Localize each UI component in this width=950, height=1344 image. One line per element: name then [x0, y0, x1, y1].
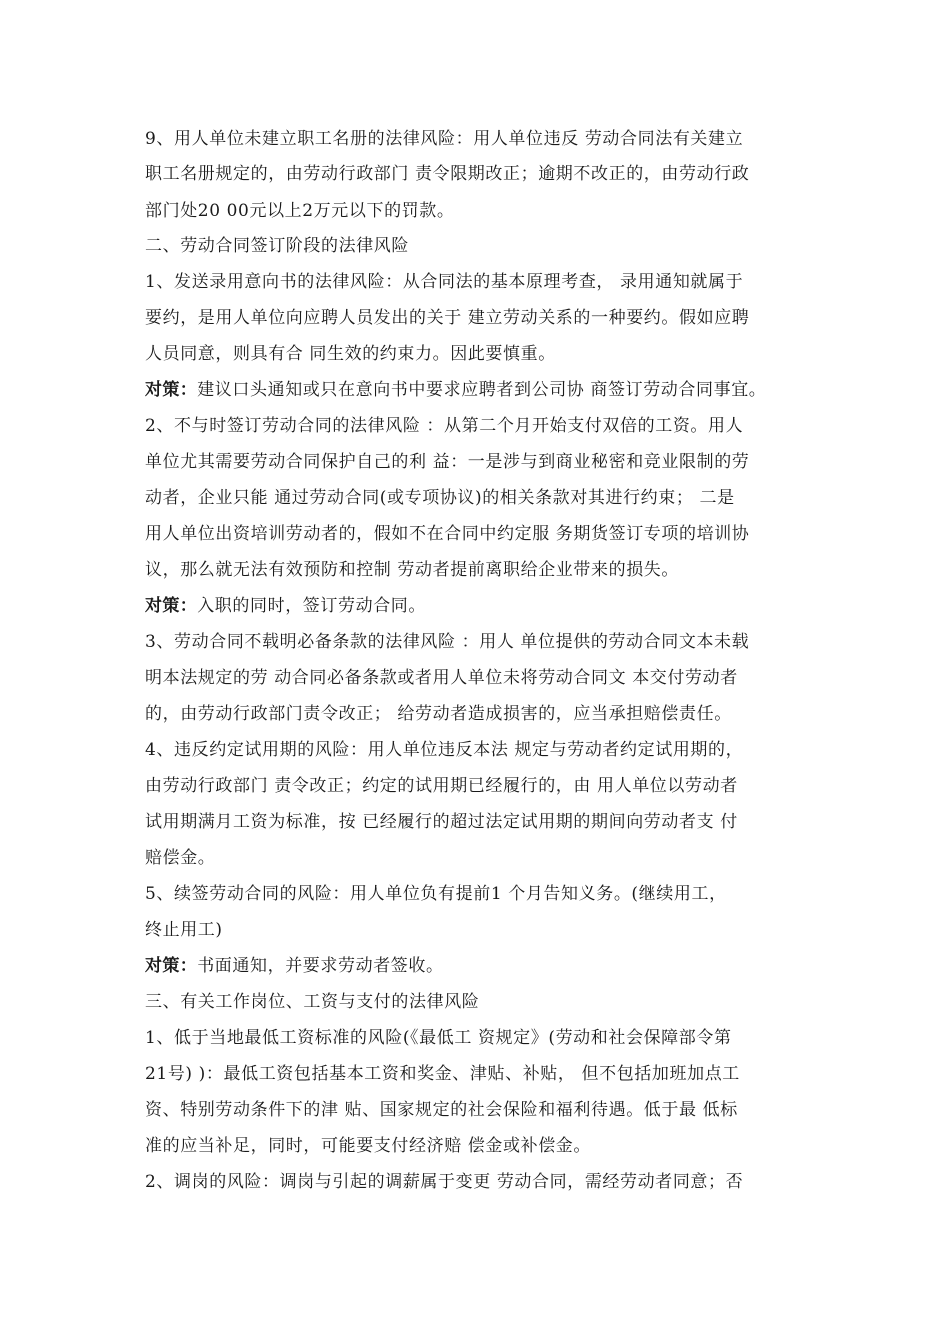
paragraph-line: [145, 915, 223, 945]
line-text: 试用期满月工资为标准，按 已经履行的超过法定试用期的期间向劳动者支 付: [145, 812, 738, 832]
paragraph-line: [145, 196, 454, 226]
line-text: 书面通知，并要求劳动者签收。: [197, 956, 444, 976]
paragraph-line: [145, 447, 749, 477]
paragraph-line: [145, 879, 727, 909]
countermeasure-label: 对策：: [145, 956, 198, 976]
line-text: 议，那么就无法有效预防和控制 劳动者提前离职给企业带来的损失。: [145, 560, 680, 580]
paragraph-line: [145, 843, 215, 873]
line-text: 1、发送录用意向书的法律风险：从合同法的基本原理考查， 录用通知就属于: [145, 272, 744, 292]
countermeasure-line: [145, 951, 444, 981]
line-text: 4、违反约定试用期的风险：用人单位违反本法 规定与劳动者约定试用期的，: [145, 740, 744, 760]
line-text: 的，由劳动行政部门责令改正； 给劳动者造成损害的，应当承担赔偿责任。: [145, 704, 732, 724]
line-text: 21号) )：最低工资包括基本工资和奖金、津贴、补贴， 但不包括加班加点工: [145, 1064, 740, 1084]
paragraph-line: [145, 1023, 732, 1053]
paragraph-line: [145, 1131, 591, 1161]
paragraph-line: [145, 483, 735, 513]
line-text: 资、特别劳动条件下的津 贴、国家规定的社会保险和福利待遇。低于最 低标: [145, 1100, 738, 1120]
line-text: 由劳动行政部门 责令改正；约定的试用期已经履行的，由 用人单位以劳动者: [145, 776, 738, 796]
countermeasure-label: 对策：: [145, 380, 198, 400]
paragraph-line: [145, 267, 743, 297]
section-heading: [145, 987, 479, 1017]
line-text: 准的应当补足，同时，可能要支付经济赔 偿金或补偿金。: [145, 1136, 592, 1156]
countermeasure-label: 对策：: [145, 596, 198, 616]
line-text: 3、劳动合同不载明必备条款的法律风险 ：用人 单位提供的劳动合同文本未载: [145, 632, 750, 652]
paragraph-line: [145, 411, 743, 441]
paragraph-line: [145, 124, 743, 154]
paragraph-line: [145, 519, 749, 549]
paragraph-line: [145, 1167, 743, 1197]
paragraph-line: [145, 735, 743, 765]
section-heading: [145, 231, 409, 261]
line-text: 2、不与时签订劳动合同的法律风险 ：从第二个月开始支付双倍的工资。用人: [145, 416, 744, 436]
paragraph-line: [145, 555, 679, 585]
line-text: 赔偿金。: [145, 848, 216, 868]
line-text: 要约，是用人单位向应聘人员发出的关于 建立劳动关系的一种要约。假如应聘: [145, 308, 750, 328]
line-text: 终止用工): [145, 920, 223, 940]
paragraph-line: [145, 699, 732, 729]
line-text: 人员同意，则具有合 同生效的约束力。因此要慎重。: [145, 344, 556, 364]
paragraph-line: [145, 303, 749, 333]
paragraph-line: [145, 1059, 740, 1089]
line-text: 用人单位出资培训劳动者的，假如不在合同中约定服 务期货签订专项的培训协: [145, 524, 750, 544]
line-text: 5、续签劳动合同的风险：用人单位负有提前1 个月告知义务。(继续用工，: [145, 884, 727, 904]
paragraph-line: [145, 1095, 738, 1125]
line-text: 1、低于当地最低工资标准的风险(《最低工 资规定》(劳动和社会保障部令第: [145, 1028, 732, 1048]
line-text: 单位尤其需要劳动合同保护自己的利 益：一是涉与到商业秘密和竞业限制的劳: [145, 452, 750, 472]
paragraph-line: [145, 339, 556, 369]
paragraph-line: [145, 807, 738, 837]
paragraph-line: [145, 771, 738, 801]
line-text: 动者，企业只能 通过劳动合同(或专项协议)的相关条款对其进行约束； 二是: [145, 488, 735, 508]
line-text: 部门处20 00元以上2万元以下的罚款。: [145, 201, 455, 221]
paragraph-line: [145, 159, 749, 189]
line-text: 建议口头通知或只在意向书中要求应聘者到公司协 商签订劳动合同事宜。: [197, 380, 767, 400]
heading-text: 三、有关工作岗位、工资与支付的法律风险: [145, 992, 480, 1012]
paragraph-line: [145, 663, 738, 693]
line-text: 职工名册规定的，由劳动行政部门 责令限期改正；逾期不改正的，由劳动行政: [145, 164, 750, 184]
countermeasure-line: [145, 375, 766, 405]
line-text: 9、用人单位未建立职工名册的法律风险：用人单位违反 劳动合同法有关建立: [145, 129, 744, 149]
line-text: 入职的同时，签订劳动合同。: [197, 596, 427, 616]
line-text: 明本法规定的劳 动合同必备条款或者用人单位未将劳动合同文 本交付劳动者: [145, 668, 738, 688]
line-text: 2、调岗的风险：调岗与引起的调薪属于变更 劳动合同，需经劳动者同意；否: [145, 1172, 744, 1192]
paragraph-line: [145, 627, 749, 657]
heading-text: 二、劳动合同签订阶段的法律风险: [145, 236, 409, 256]
countermeasure-line: [145, 591, 426, 621]
